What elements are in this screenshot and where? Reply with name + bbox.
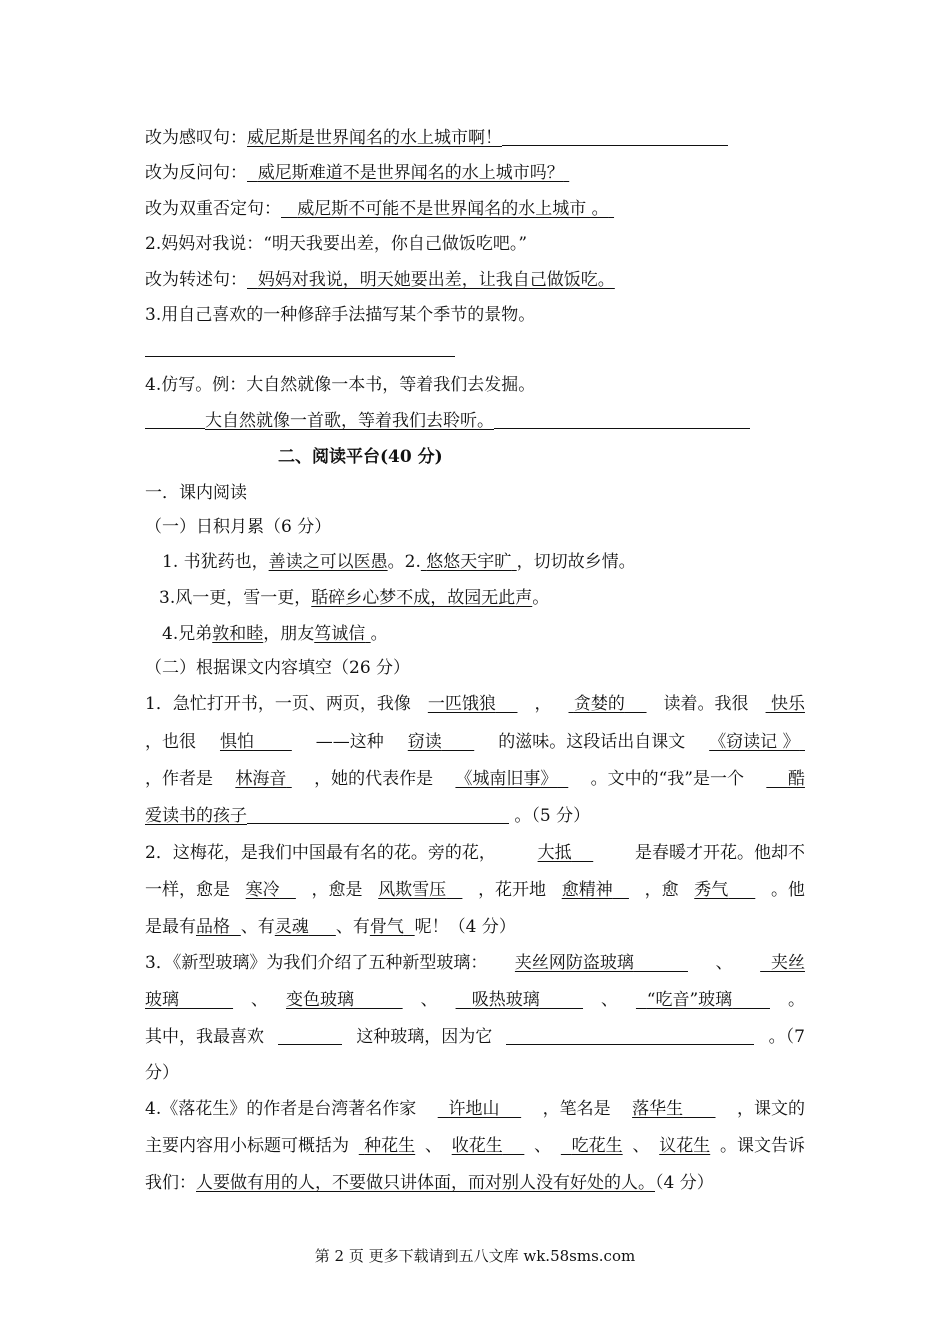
question-line: 4.兄弟敦和睦，朋友笃诚信 。 <box>162 624 388 644</box>
double-negative-line <box>145 198 614 220</box>
paragraph-4-line: 我们：人要做有用的人，不要做只讲体面，而对别人没有好处的人。（4 分） <box>145 1173 714 1193</box>
answer: 落华生 <box>632 1099 684 1119</box>
blank-line <box>502 127 728 146</box>
answer: 善读之可以医愚 <box>268 552 388 572</box>
paragraph-4-line: 主要内容用小标题可概括为 种花生 、 收花生 、 吃花生 、 议花生 。课文告诉 <box>145 1136 805 1156</box>
answer: 夹丝网防盗玻璃 <box>514 953 634 973</box>
label: 改为转述句： <box>145 270 247 290</box>
paragraph-1-line: 1．急忙打开书，一页、两页，我像 一匹饿狼 ， 贪婪的 读着。我很 快乐 <box>145 694 805 714</box>
question-line: 3.风一更，雪一更，聒碎乡心梦不成，故园无此声。 <box>159 588 550 608</box>
paragraph-2-line: 一样，愈是 寒冷 ，愈是 风欺雪压 ，花开地 愈精神 ，愈 秀气 。他 <box>145 880 805 900</box>
blank-line <box>145 410 205 429</box>
imitation-answer <box>145 410 750 432</box>
paragraph-3-line: 分） <box>145 1063 179 1083</box>
answer: 变色玻璃 <box>285 990 354 1010</box>
sub-heading: 一．课内阅读 <box>145 483 247 503</box>
answer: 人要做有用的人，不要做只讲体面，而对别人没有好处的人。 <box>196 1173 655 1193</box>
paragraph-2-line: 2．这梅花，是我们中国最有名的花。旁的花， 大抵 是春暖才开花。他却不 <box>145 843 805 863</box>
paragraph-4-line: 4.《落花生》的作者是台湾著名作家 许地山 ，笔名是 落华生 ，课文的 <box>145 1099 805 1119</box>
rhetoric-prompt: 3.用自己喜欢的一种修辞手法描写某个季节的景物。 <box>145 305 536 325</box>
answer: 悠悠天宇旷 <box>426 552 512 572</box>
answer: 《窃读记 》 <box>709 732 800 752</box>
answer: 爱读书的孩子 <box>145 806 247 826</box>
question-line: 1. 书犹药也，善读之可以医愚。2. 悠悠天宇旷 ，切切故乡情。 <box>162 552 636 572</box>
answer: 夹丝 <box>770 953 805 973</box>
answer: 大自然就像一首歌，等着我们去聆听。 <box>205 411 494 431</box>
answer: 秀气 <box>694 880 729 900</box>
paragraph-3-line: 3．《新型玻璃》为我们介绍了五种新型玻璃： 夹丝网防盗玻璃 、 夹丝 <box>145 953 805 973</box>
answer: 酷 <box>787 769 805 789</box>
blank-line <box>278 1026 342 1045</box>
paragraph-1-line: ，也很 惧怕 ——这种 窃读 的滋味。这段话出自课文 《窃读记 》 <box>145 731 805 753</box>
answer: 威尼斯不可能不是世界闻名的水上城市 。 <box>297 199 609 219</box>
answer: 聒碎乡心梦不成，故园无此声 <box>311 588 533 608</box>
answer: 妈妈对我说，明天她要出差，让我自己做饭吃。 <box>257 270 615 290</box>
answer: 笃诚信 <box>314 624 366 644</box>
label: 改为双重否定句： <box>145 199 281 219</box>
answer: 吸热玻璃 <box>471 990 540 1010</box>
rhetorical-line <box>145 162 569 184</box>
answer: 窃读 <box>407 732 442 752</box>
blank-line <box>494 410 750 429</box>
answer: 一匹饿狼 <box>427 694 496 714</box>
paragraph-1-line: ，作者是 林海音 ，她的代表作是 《城南旧事》 。文中的“我”是一个 酷 <box>145 769 805 789</box>
exclamation-line <box>145 127 728 149</box>
answer: 骨气 <box>369 917 404 937</box>
answer: 寒冷 <box>245 880 280 900</box>
answer-rule <box>145 356 455 357</box>
answer: 议花生 <box>659 1136 711 1156</box>
answer: 大抵 <box>537 843 572 863</box>
answer: 威尼斯是世界闻名的水上城市啊！ <box>247 128 502 148</box>
answer: 灵魂 <box>274 917 309 937</box>
paragraph-2-line: 是最有品格 、有灵魂 、有骨气 呢！（4 分） <box>145 917 516 937</box>
answer: 愈精神 <box>561 880 613 900</box>
blank-line <box>247 805 509 824</box>
paragraph-3-line: 玻璃 、 变色玻璃 、 吸热玻璃 、 “吃音”玻璃 。 <box>145 990 805 1010</box>
answer: 玻璃 <box>145 990 179 1010</box>
answer: 威尼斯难道不是世界闻名的水上城市吗？ <box>257 163 564 183</box>
answer: 敦和睦 <box>212 624 264 644</box>
paragraph-3-line: 其中，我最喜欢 这种玻璃，因为它 。（7 <box>145 1027 805 1047</box>
indirect-speech-line <box>145 269 615 291</box>
answer: 种花生 <box>364 1136 416 1156</box>
answer: 许地山 <box>448 1099 500 1119</box>
answer: 《城南旧事》 <box>455 769 558 789</box>
label: 改为反问句： <box>145 163 247 183</box>
answer: “吃音”玻璃 <box>646 990 733 1010</box>
answer: 品格 <box>196 917 230 937</box>
answer: 贪婪的 <box>573 694 625 714</box>
answer: 吃花生 <box>571 1136 623 1156</box>
mother-said-line: 2.妈妈对我说：“明天我要出差，你自己做饭吃吧。” <box>145 234 528 254</box>
answer: 快乐 <box>770 694 805 714</box>
answer: 风欺雪压 <box>378 880 447 900</box>
sub-heading: （二）根据课文内容填空（26 分） <box>145 658 411 678</box>
sub-heading: （一）日积月累（6 分） <box>145 517 332 537</box>
paragraph-1-line: 爱读书的孩子 。（5 分） <box>145 806 591 826</box>
answer: 林海音 <box>235 769 287 789</box>
answer: 惧怕 <box>219 732 254 752</box>
page-footer: 第 2 页 更多下载请到五八文库 wk.58sms.com <box>314 1247 636 1265</box>
label: 改为感叹句： <box>145 128 247 148</box>
section-heading: 二、阅读平台(40 分) <box>278 447 443 467</box>
blank-line <box>506 1026 754 1045</box>
imitation-prompt: 4.仿写。例：大自然就像一本书，等着我们去发掘。 <box>145 375 536 395</box>
answer: 收花生 <box>451 1136 503 1156</box>
